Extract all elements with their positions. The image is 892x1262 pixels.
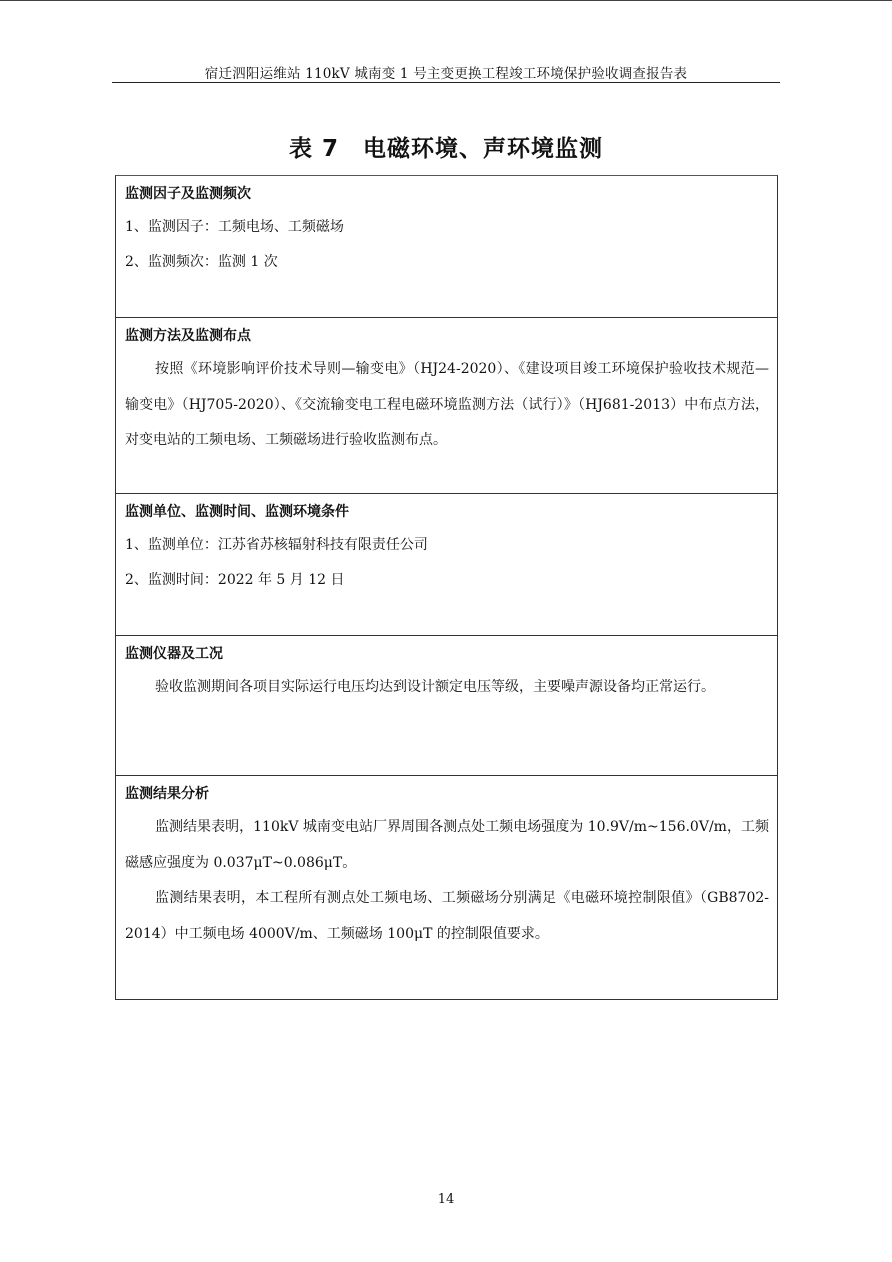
text-paragraph: 监测结果表明，本工程所有测点处工频电场、工频磁场分别满足《电磁环境控制限值》（GB8702-2014）中工频电场 4000V/m、工频磁场 100μT 的控制限值要求。 [125, 890, 769, 942]
section-title: 监测单位、监测时间、监测环境条件 [125, 504, 349, 520]
section-results-analysis [116, 776, 777, 999]
section-monitoring-method [116, 318, 777, 494]
section-monitoring-unit-time [116, 494, 777, 636]
text-line: 1、监测因子：工频电场、工频磁场 [125, 219, 344, 235]
text-line: 2、监测频次：监测 1 次 [125, 254, 278, 270]
section-instruments-conditions [116, 636, 777, 776]
table-title: 表 7 电磁环境、声环境监测 [288, 136, 603, 162]
section-title: 监测方法及监测布点 [125, 328, 251, 344]
section-monitoring-factors [116, 176, 777, 318]
header-rule [112, 82, 780, 83]
page-edge [0, 0, 892, 1]
monitoring-table [115, 175, 778, 1000]
text-paragraph: 按照《环境影响评价技术导则—输变电》（HJ24-2020）、《建设项目竣工环境保护验收技术规范—输变电》（HJ705-2020）、《交流输变电工程电磁环境监测方法（试行）》（HJ681-2013）中布点方法，对变电站的工频电场、工频磁场进行验收监测布点。 [125, 361, 769, 448]
page-number: 14 [437, 1192, 455, 1207]
section-title: 监测因子及监测频次 [125, 186, 251, 202]
section-title: 监测仪器及工况 [125, 646, 223, 662]
section-title: 监测结果分析 [125, 786, 209, 802]
text-paragraph: 验收监测期间各项目实际运行电压均达到设计额定电压等级，主要噪声源设备均正常运行。 [155, 679, 715, 695]
text-paragraph: 监测结果表明，110kV 城南变电站厂界周围各测点处工频电场强度为 10.9V/m~156.0V/m，工频磁感应强度为 0.037μT~0.086μT。 [125, 819, 769, 871]
running-header: 宿迁泗阳运维站 110kV 城南变 1 号主变更换工程竣工环境保护验收调查报告表 [204, 66, 688, 82]
text-line: 2、监测时间：2022 年 5 月 12 日 [125, 572, 345, 588]
text-line: 1、监测单位：江苏省苏核辐射科技有限责任公司 [125, 537, 428, 553]
